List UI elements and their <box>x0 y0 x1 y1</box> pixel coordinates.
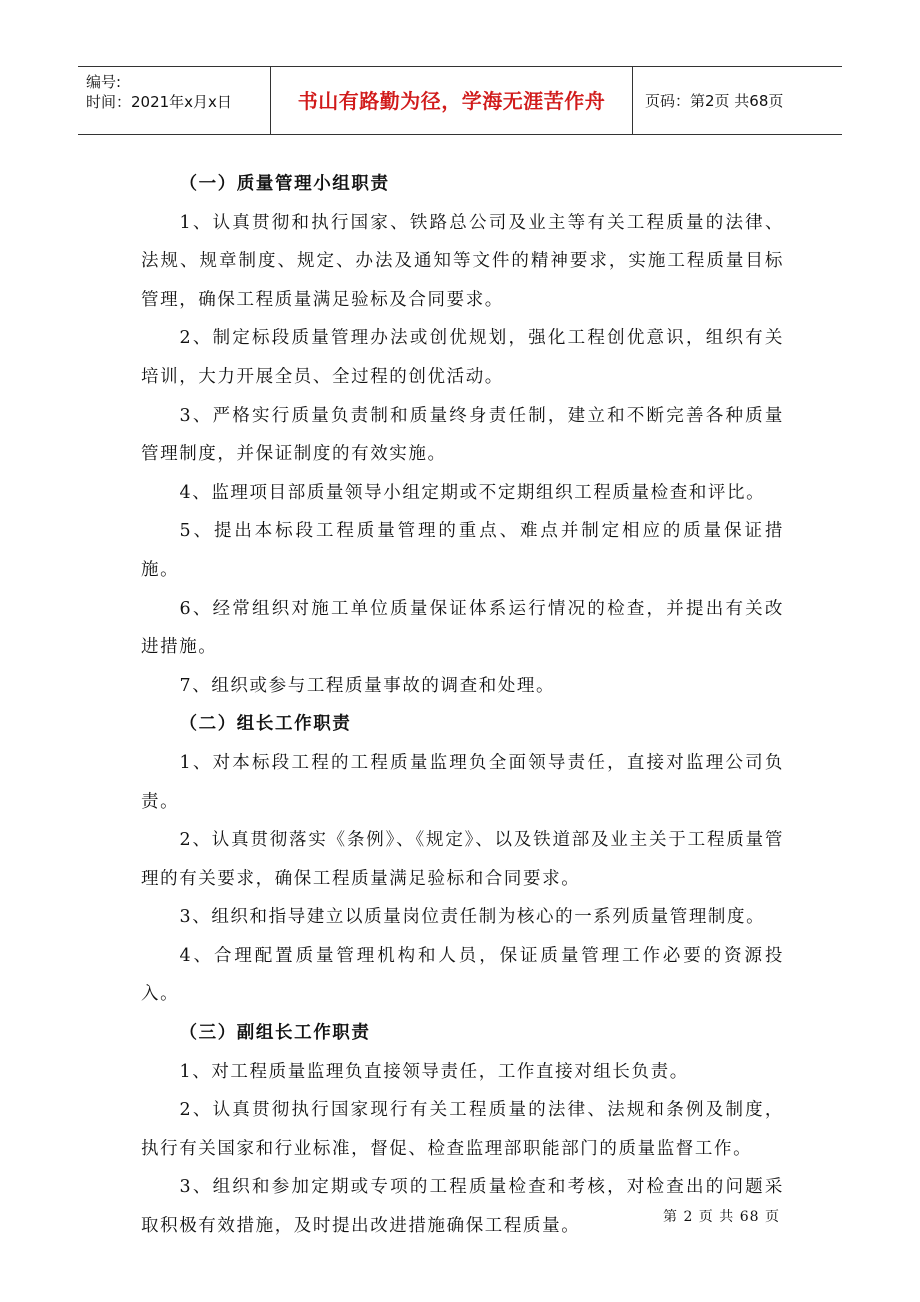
page-footer: 第 2 页 共 68 页 <box>663 1209 780 1225</box>
paragraph: 2、制定标段质量管理办法或创优规划，强化工程创优意识，组织有关培训，大力开展全员、全过程的创优活动。 <box>141 328 784 387</box>
paragraph: 3、严格实行质量负责制和质量终身责任制，建立和不断完善各种质量管理制度，并保证制度的有效实施。 <box>141 405 784 465</box>
paragraph: 7、组织或参与工程质量事故的调查和处理。 <box>179 675 556 696</box>
paragraph: 2、认真贯彻执行国家现行有关工程质量的法律、法规和条例及制度，执行有关国家和行业标准，督促、检查监理部职能部门的质量监督工作。 <box>141 1100 784 1159</box>
paragraph: 5、提出本标段工程质量管理的重点、难点并制定相应的质量保证措施。 <box>141 521 784 580</box>
paragraph: 2、认真贯彻落实《条例》、《规定》、以及铁道部及业主关于工程质量管理的有关要求，确保工程质量满足验标和合同要求。 <box>141 830 784 889</box>
header-time: 时间：2021年x月x日 <box>86 93 232 111</box>
page-header <box>78 66 842 135</box>
header-page-number: 页码：第2页 共68页 <box>645 92 784 110</box>
document-body <box>141 165 784 1246</box>
paragraph: 4、合理配置质量管理机构和人员，保证质量管理工作必要的资源投入。 <box>141 945 784 1005</box>
paragraph: 3、组织和指导建立以质量岗位责任制为核心的一系列质量管理制度。 <box>179 907 766 928</box>
paragraph: 1、认真贯彻和执行国家、铁路总公司及业主等有关工程质量的法律、法规、规章制度、规定、办法及通知等文件的精神要求，实施工程质量目标管理，确保工程质量满足验标及合同要求。 <box>141 212 784 310</box>
header-motto: 书山有路勤为径，学海无涯苦作舟 <box>271 67 633 134</box>
section-heading: （三）副组长工作职责 <box>179 1023 371 1044</box>
header-meta <box>78 67 271 134</box>
paragraph: 3、组织和参加定期或专项的工程质量检查和考核，对检查出的问题采取积极有效措施，及时提出改进措施确保工程质量。 <box>141 1177 784 1237</box>
paragraph: 1、对本标段工程的工程质量监理负全面领导责任，直接对监理公司负责。 <box>141 752 784 812</box>
section-heading: （一）质量管理小组职责 <box>179 174 390 194</box>
paragraph: 4、监理项目部质量领导小组定期或不定期组织工程质量检查和评比。 <box>179 482 766 503</box>
paragraph: 1、对工程质量监理负直接领导责任，工作直接对组长负责。 <box>179 1061 689 1082</box>
paragraph: 6、经常组织对施工单位质量保证体系运行情况的检查，并提出有关改进措施。 <box>141 598 784 658</box>
header-number: 编号: <box>86 73 122 91</box>
section-heading: （二）组长工作职责 <box>179 714 352 735</box>
